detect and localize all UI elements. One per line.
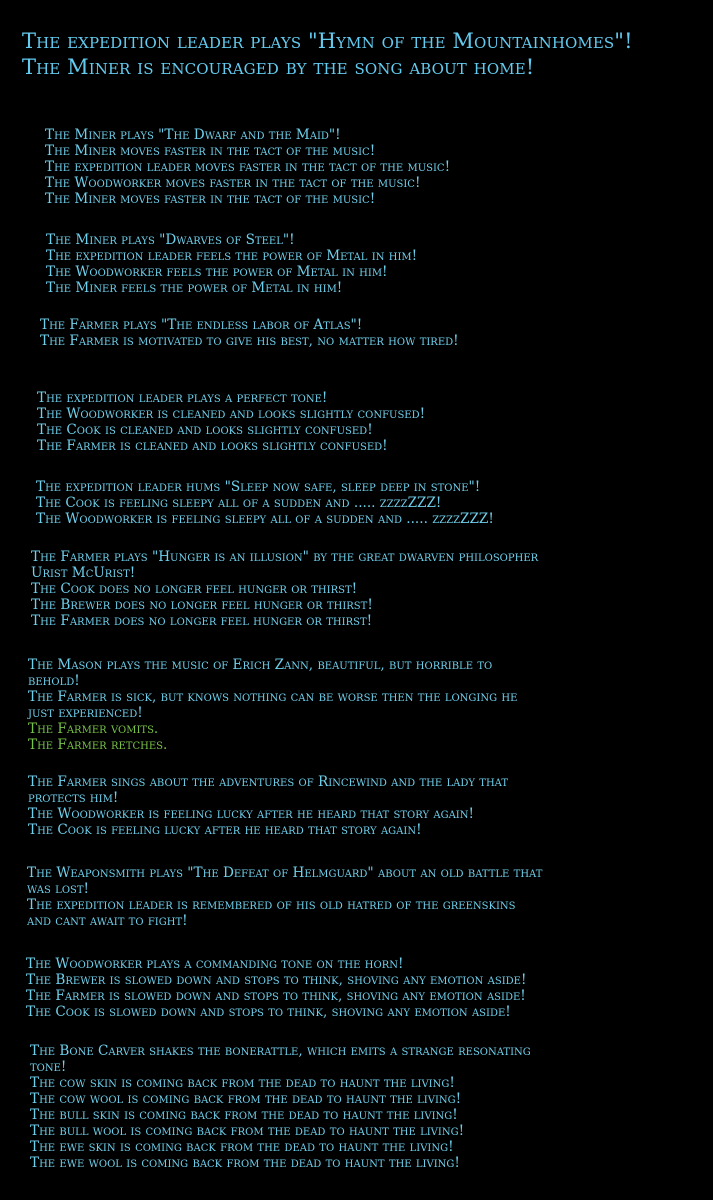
log-block: [46, 232, 686, 296]
log-line: behold!: [28, 673, 80, 689]
log-block: [31, 549, 671, 629]
log-block: [27, 865, 667, 929]
log-line: The Woodworker is feeling lucky after he heard that story again!: [28, 806, 474, 822]
log-line: The expedition leader hums "Sleep now safe, sleep deep in stone"!: [36, 479, 481, 495]
log-line: The Cook is feeling lucky after he heard that story again!: [28, 822, 422, 838]
log-line: The Farmer plays "Hunger is an illusion" by the great dwarven philosopher: [31, 549, 539, 565]
log-line: The Woodworker is cleaned and looks slightly confused!: [37, 406, 426, 422]
log-block: [37, 390, 677, 454]
log-line: The expedition leader feels the power of Metal in him!: [46, 248, 418, 264]
log-line: The Cook is cleaned and looks slightly confused!: [37, 422, 373, 438]
log-block: [28, 657, 668, 753]
log-line: The Miner plays "Dwarves of Steel"!: [46, 232, 295, 248]
log-line: The expedition leader plays a perfect tone!: [37, 390, 328, 406]
log-line: Urist McUrist!: [31, 565, 136, 581]
log-line: and cant await to fight!: [27, 913, 188, 929]
log-line: The Cook is slowed down and stops to think, shoving any emotion aside!: [26, 1004, 511, 1020]
log-block: [26, 956, 666, 1020]
log-line: The Farmer does no longer feel hunger or thirst!: [31, 613, 373, 629]
log-line: The Farmer is motivated to give his best, no matter how tired!: [40, 333, 459, 349]
log-line-status: The Farmer retches.: [28, 737, 168, 753]
log-block: [40, 317, 680, 349]
log-line-status: The Farmer vomits.: [28, 721, 159, 737]
log-line: The Miner feels the power of Metal in him!: [46, 280, 343, 296]
header-line: The expedition leader plays "Hymn of the Mountainhomes"!: [22, 29, 633, 53]
log-line: protects him!: [28, 790, 119, 806]
log-line: The Woodworker plays a commanding tone on the horn!: [26, 956, 404, 972]
log-line: The Farmer is slowed down and stops to think, shoving any emotion aside!: [26, 988, 526, 1004]
log-line: The Farmer sings about the adventures of Rincewind and the lady that: [28, 774, 509, 790]
log-line: The ewe wool is coming back from the dead to haunt the living!: [30, 1155, 460, 1171]
log-line: The expedition leader is remembered of his old hatred of the greenskins: [27, 897, 516, 913]
log-line: The Bone Carver shakes the bonerattle, which emits a strange resonating: [30, 1043, 531, 1059]
announcement-header: [22, 28, 702, 80]
log-block: [28, 774, 668, 838]
log-line: The expedition leader moves faster in the tact of the music!: [45, 159, 451, 175]
log-line: The Farmer plays "The endless labor of Atlas"!: [40, 317, 363, 333]
log-line: The Woodworker is feeling sleepy all of a sudden and ..... zzzzZZZ!: [36, 511, 494, 527]
log-line: The Cook does no longer feel hunger or thirst!: [31, 581, 358, 597]
log-line: The cow wool is coming back from the dead to haunt the living!: [30, 1091, 462, 1107]
log-line: tone!: [30, 1059, 67, 1075]
log-line: The Weaponsmith plays "The Defeat of Helmguard" about an old battle that: [27, 865, 543, 881]
log-line: The ewe skin is coming back from the dead to haunt the living!: [30, 1139, 454, 1155]
log-line: The Mason plays the music of Erich Zann, beautiful, but horrible to: [28, 657, 493, 673]
log-line: The cow skin is coming back from the dead to haunt the living!: [30, 1075, 455, 1091]
log-line: The bull skin is coming back from the dead to haunt the living!: [30, 1107, 458, 1123]
log-line: The bull wool is coming back from the dead to haunt the living!: [30, 1123, 465, 1139]
log-line: The Cook is feeling sleepy all of a sudden and ..... zzzzZZZ!: [36, 495, 442, 511]
log-line: The Woodworker feels the power of Metal in him!: [46, 264, 388, 280]
log-block: [30, 1043, 670, 1171]
log-line: The Farmer is sick, but knows nothing can be worse then the longing he: [28, 689, 518, 705]
log-block: [36, 479, 676, 527]
header-line: The Miner is encouraged by the song about home!: [22, 55, 535, 79]
log-line: The Brewer is slowed down and stops to think, shoving any emotion aside!: [26, 972, 527, 988]
log-line: The Miner moves faster in the tact of the music!: [45, 191, 376, 207]
log-line: The Brewer does no longer feel hunger or thirst!: [31, 597, 373, 613]
log-line: The Miner moves faster in the tact of the music!: [45, 143, 376, 159]
log-line: The Woodworker moves faster in the tact of the music!: [45, 175, 421, 191]
log-line: was lost!: [27, 881, 89, 897]
log-block: [45, 127, 685, 207]
log-line: just experienced!: [28, 705, 143, 721]
log-line: The Farmer is cleaned and looks slightly confused!: [37, 438, 388, 454]
log-line: The Miner plays "The Dwarf and the Maid"!: [45, 127, 341, 143]
